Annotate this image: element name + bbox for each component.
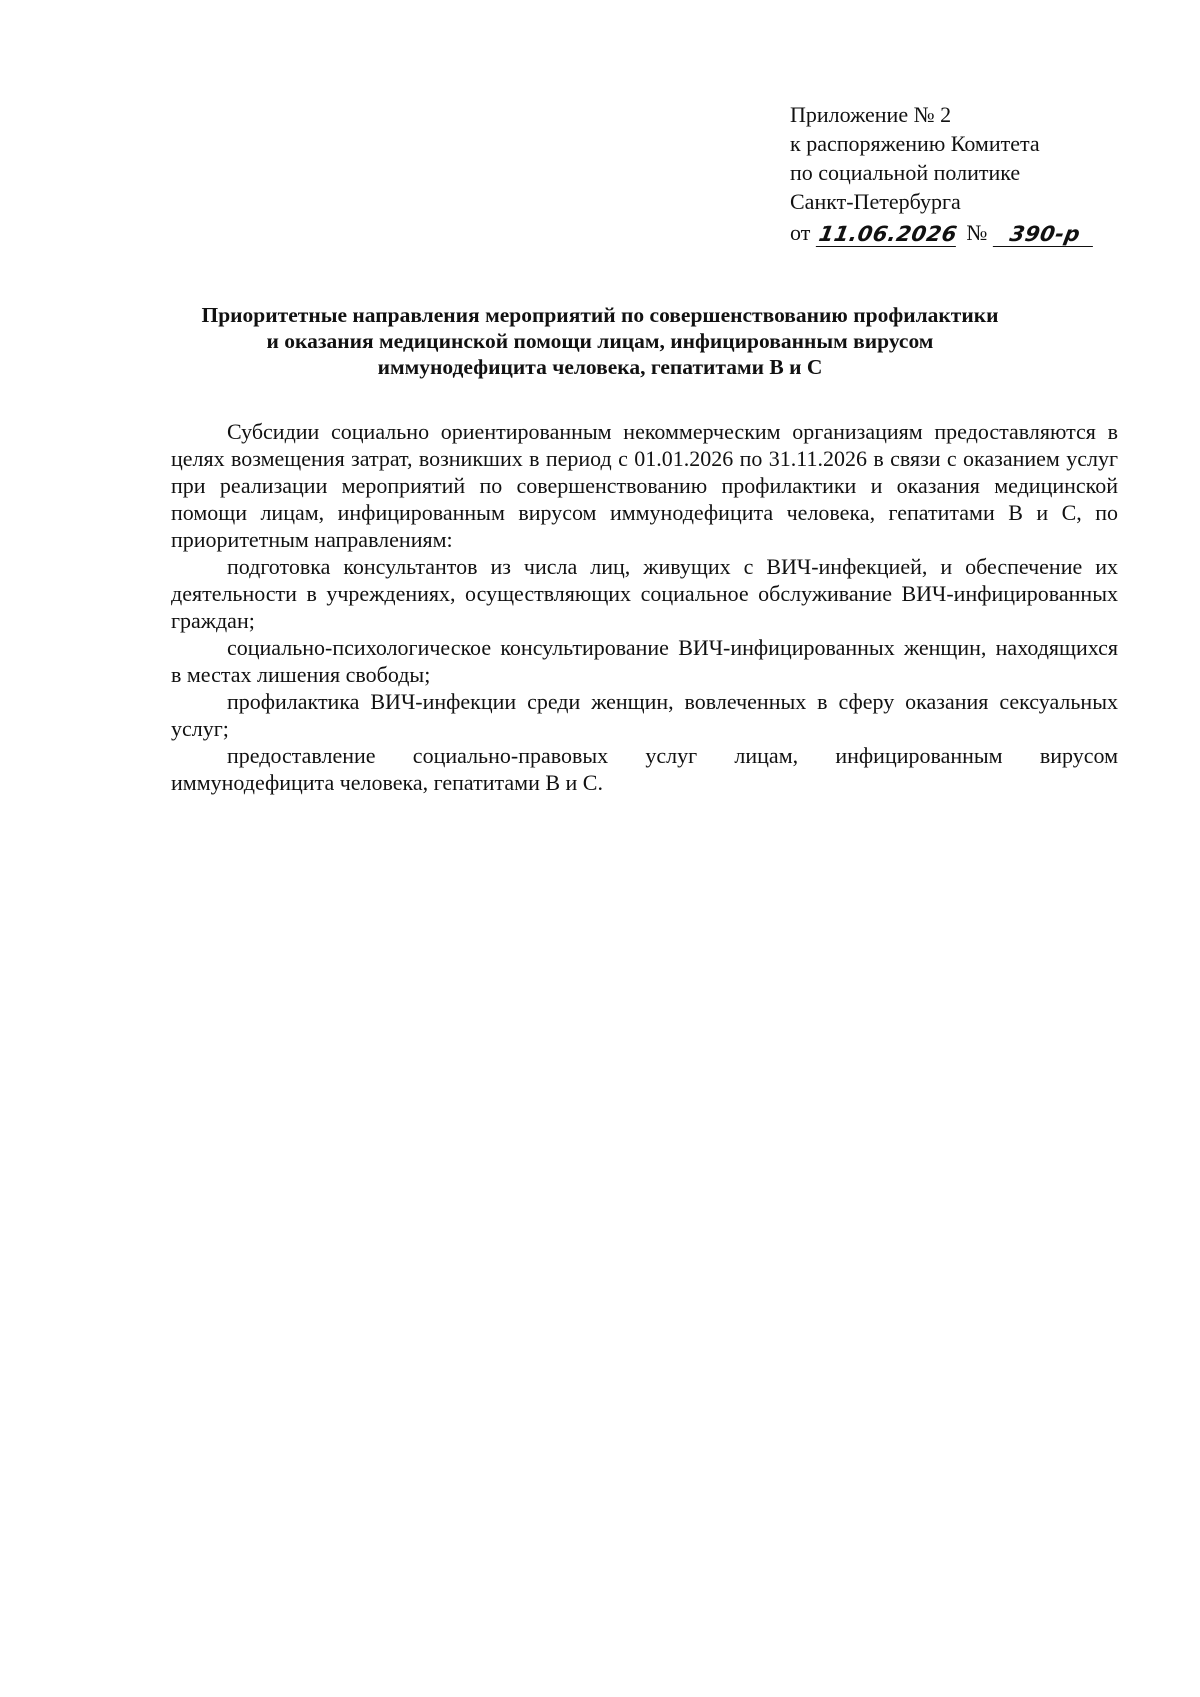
handwritten-number: 390-р (993, 222, 1097, 247)
annex-city: Санкт-Петербурга (790, 189, 961, 214)
priority-item: профилактика ВИЧ-инфекции среди женщин, вовлеченных в сферу оказания сексуальных услуг; (171, 689, 1118, 741)
priority-item: предоставление социально-правовых услуг лицам, инфицированным вирусом иммунодефицита человека, гепатитами В и С. (171, 743, 1118, 795)
annex-committee: по социальной политике (790, 160, 1021, 185)
number-prefix: № (966, 220, 988, 245)
date-prefix: от (790, 220, 811, 245)
title-line-3: иммунодефицита человека, гепатитами В и С (377, 355, 823, 379)
priority-item: подготовка консультантов из числа лиц, живущих с ВИЧ-инфекцией, и обеспечение их деятельности в учреждениях, осуществляющих социальное обслуживание ВИЧ-инфицированных граждан; (171, 554, 1118, 633)
annex-header (790, 100, 1150, 247)
handwritten-date: 11.06.2026 (817, 222, 960, 246)
document-title (150, 302, 1050, 380)
priority-item: социально-психологическое консультирование ВИЧ-инфицированных женщин, находящихся в местах лишения свободы; (171, 635, 1118, 687)
document-body (171, 418, 1118, 796)
title-line-2: и оказания медицинской помощи лицам, инфицированным вирусом (266, 329, 934, 353)
intro-paragraph: Субсидии социально ориентированным некоммерческим организациям предоставляются в целях возмещения затрат, возникших в период с 01.01.2026 по 31.11.2026 в связи с оказанием услуг при реализации мероприятий по совершенствованию профилактики и оказания медицинской помощи лицам, инфицированным вирусом иммунодефицита человека, гепатитами В и С, по приоритетным направлениям: (171, 419, 1118, 552)
annex-order-ref: к распоряжению Комитета (790, 131, 1040, 156)
annex-number: Приложение № 2 (790, 102, 952, 127)
title-line-1: Приоритетные направления мероприятий по совершенствованию профилактики (201, 303, 999, 327)
annex-date-number (790, 218, 1150, 247)
